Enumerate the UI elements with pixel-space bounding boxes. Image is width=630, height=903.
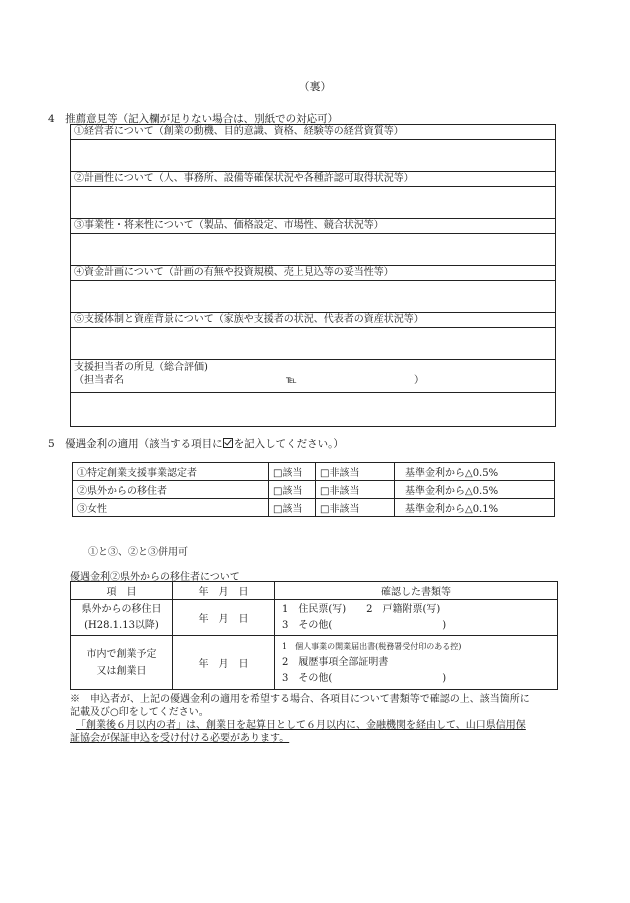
- section5-title: [48, 436, 344, 451]
- item2-header: ②計画性について（人、事務所、設備等確保状況や各種許認可取得状況等）: [71, 172, 555, 187]
- move-date-field[interactable]: 年 月 日: [173, 600, 275, 636]
- header-documents: 確認した書類等: [275, 582, 558, 600]
- section5-title-post: を記入してください。）: [233, 438, 344, 450]
- tel-label: ℡: [286, 375, 297, 386]
- person-name-label: （担当者名: [74, 375, 124, 386]
- combination-note: ①と③、②と③併用可: [88, 547, 188, 558]
- recommendation-box: [70, 124, 556, 427]
- move-date-item: [71, 600, 173, 636]
- footnote-3: 「創業後６月以内の者」は、創業日を起算日として６月以内に、金融機関を経由して、山口県信用保: [76, 720, 526, 731]
- move-date-documents: [275, 600, 558, 636]
- doc-option[interactable]: 3 その他( ): [282, 619, 447, 631]
- page-side-mark: （裏）: [298, 80, 332, 93]
- footnote-4: 証協会が保証申込を受け付ける必要があります。: [70, 733, 290, 744]
- migration-title: 優遇金利②県外からの移住者について: [70, 572, 240, 583]
- startup-date-item: [71, 636, 173, 690]
- no-checkbox[interactable]: □非該当: [316, 481, 395, 499]
- yes-checkbox[interactable]: □該当: [269, 481, 316, 499]
- yes-checkbox[interactable]: □該当: [269, 499, 316, 517]
- no-checkbox[interactable]: □非該当: [316, 499, 395, 517]
- section5-title-pre: 5 優遇金利の適用（該当する項目に: [48, 438, 223, 450]
- startup-date-label-2: 又は創業日: [96, 665, 147, 677]
- header-item: 項 目: [71, 582, 173, 600]
- rate-value: 基準金利から△0.1%: [395, 499, 555, 517]
- rate-row-label: ②県外からの移住者: [73, 481, 269, 499]
- doc-option[interactable]: 1 個人事業の開業届出書(税務署受付印のある控): [282, 641, 462, 651]
- startup-date-label: 市内で創業予定: [86, 648, 157, 660]
- table-header-row: [71, 582, 558, 600]
- table-row: [71, 636, 558, 690]
- doc-option[interactable]: 1 住民票(写) 2 戸籍附票(写): [282, 603, 441, 615]
- doc-option[interactable]: 2 履歴事項全部証明書: [282, 656, 389, 668]
- move-date-constraint: (H28.1.13以降): [84, 619, 159, 631]
- table-row: [73, 463, 555, 481]
- rate-row-label: ①特定創業支援事業認定者: [73, 463, 269, 481]
- header-date: 年 月 日: [173, 582, 275, 600]
- assessment-header: [71, 360, 555, 393]
- footnote-2: 記載及び○印をしてください。: [70, 707, 209, 718]
- item2-entry[interactable]: [71, 187, 555, 219]
- rate-value: 基準金利から△0.5%: [395, 481, 555, 499]
- checkmark-box-icon: [223, 438, 233, 448]
- close-paren: ）: [414, 375, 424, 386]
- section4-title: 4 推薦意見等（記入欄が足りない場合は、別紙での対応可）: [48, 113, 339, 125]
- doc-option[interactable]: 3 その他( ): [282, 672, 447, 684]
- assessment-label: 支援担当者の所見（総合評価): [74, 362, 208, 373]
- item4-entry[interactable]: [71, 281, 555, 313]
- item1-header: ①経営者について（創業の動機、目的意識、資格、経験等の経営資質等）: [71, 125, 555, 140]
- assessment-entry[interactable]: [71, 393, 555, 426]
- item4-header: ④資金計画について（計画の有無や投資規模、売上見込等の妥当性等）: [71, 266, 555, 281]
- item3-entry[interactable]: [71, 234, 555, 266]
- move-date-label: 県外からの移住日: [81, 603, 162, 615]
- item5-header: ⑤支援体制と資産背景について（家族や支援者の状況、代表者の資産状況等）: [71, 313, 555, 328]
- no-checkbox[interactable]: □非該当: [316, 463, 395, 481]
- table-row: [73, 481, 555, 499]
- footnote-1: ※ 申込者が、上記の優遇金利の適用を希望する場合、各項目について書類等で確認の上、該当箇所に: [70, 694, 530, 705]
- preferential-rate-table: [72, 462, 555, 517]
- item3-header: ③事業性・将来性について（製品、価格設定、市場性、競合状況等）: [71, 219, 555, 234]
- startup-date-field[interactable]: 年 月 日: [173, 636, 275, 690]
- rate-value: 基準金利から△0.5%: [395, 463, 555, 481]
- table-row: [73, 499, 555, 517]
- item5-entry[interactable]: [71, 328, 555, 360]
- migration-table: [70, 581, 558, 690]
- rate-row-label: ③女性: [73, 499, 269, 517]
- item1-entry[interactable]: [71, 140, 555, 172]
- table-row: [71, 600, 558, 636]
- yes-checkbox[interactable]: □該当: [269, 463, 316, 481]
- startup-date-documents: [275, 636, 558, 690]
